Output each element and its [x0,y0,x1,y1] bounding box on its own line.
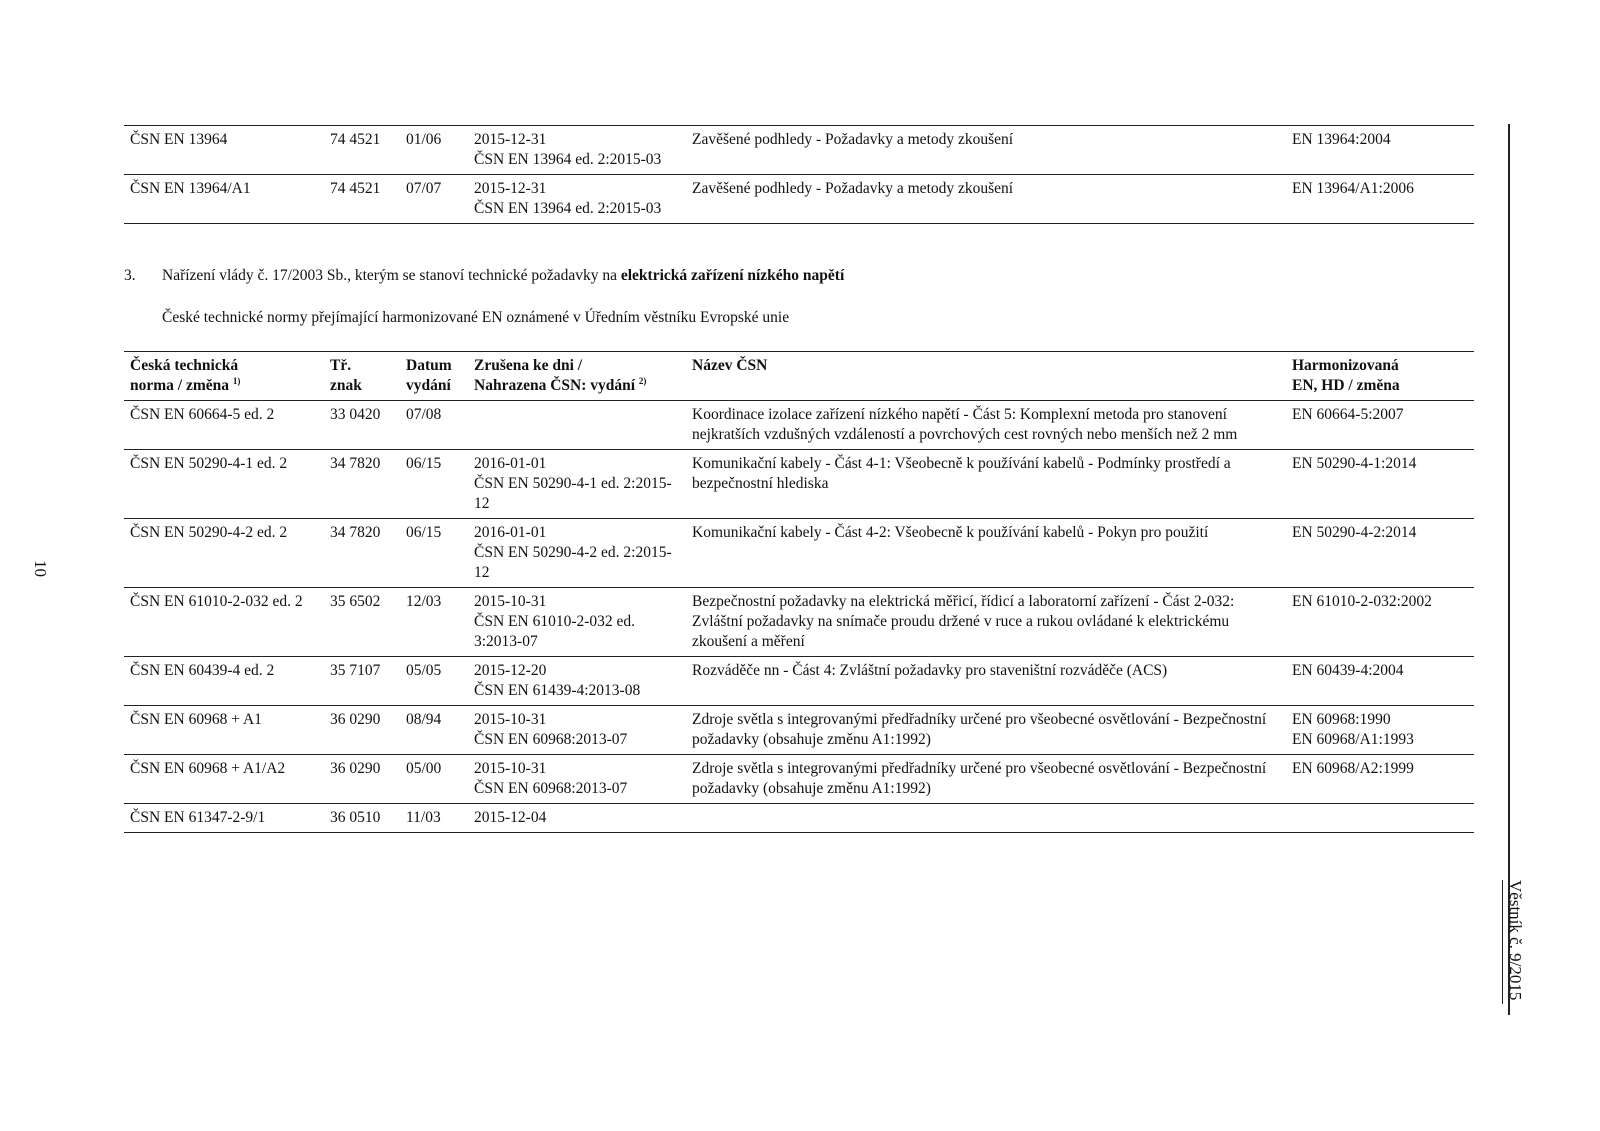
date-cell: 07/07 [400,175,468,224]
norm-cell: ČSN EN 60439-4 ed. 2 [124,657,324,706]
title-cell: Bezpečnostní požadavky na elektrická měřicí, řídicí a laboratorní zařízení - Část 2-032: Zvláštní požadavky na snímače proudu držené v ruce a rukou ovládané k elektrickému zkoušení a měření [686,588,1286,657]
code-cell: 35 6502 [324,588,400,657]
code-cell: 34 7820 [324,450,400,519]
canceled-cell: 2016-01-01 ČSN EN 50290-4-1 ed. 2:2015-12 [468,450,686,519]
code-cell: 35 7107 [324,657,400,706]
canceled-cell: 2016-01-01 ČSN EN 50290-4-2 ed. 2:2015-12 [468,519,686,588]
section-subtitle: České technické normy přejímající harmonizované EN oznámené v Úředním věstníku Evropské unie [162,309,790,326]
header-code: Tř. znak [324,352,400,401]
table-row [124,706,1474,755]
code-cell: 36 0510 [324,804,400,833]
table-row [124,657,1474,706]
title-cell: Komunikační kabely - Část 4-2: Všeobecně k používání kabelů - Pokyn pro použití [686,519,1286,588]
table-row [124,175,1474,224]
title-cell: Koordinace izolace zařízení nízkého napětí - Část 5: Komplexní metoda pro stanovení nejkratších vzdušných vzdáleností a povrchových cest rovných nebo menších než 2 mm [686,401,1286,450]
en-cell: EN 13964:2004 [1286,126,1474,175]
section-text: Nařízení vlády č. 17/2003 Sb., kterým se stanoví technické požadavky na [162,267,621,284]
canceled-cell: 2015-12-31 ČSN EN 13964 ed. 2:2015-03 [468,175,686,224]
canceled-cell: 2015-10-31 ČSN EN 60968:2013-07 [468,706,686,755]
norm-cell: ČSN EN 60968 + A1 [124,706,324,755]
canceled-cell: 2015-10-31 ČSN EN 60968:2013-07 [468,755,686,804]
canceled-cell: 2015-12-04 [468,804,686,833]
title-cell: Rozváděče nn - Část 4: Zvláštní požadavky pro staveništní rozváděče (ACS) [686,657,1286,706]
main-standards-table [124,351,1474,833]
canceled-cell: 2015-10-31 ČSN EN 61010-2-032 ed. 3:2013-07 [468,588,686,657]
table-row [124,519,1474,588]
en-cell: EN 13964/A1:2006 [1286,175,1474,224]
header-en: Harmonizovaná EN, HD / změna [1286,352,1474,401]
date-cell: 08/94 [400,706,468,755]
canceled-cell: 2015-12-20 ČSN EN 61439-4:2013-08 [468,657,686,706]
title-cell [686,804,1286,833]
en-cell: EN 50290-4-1:2014 [1286,450,1474,519]
en-cell: EN 50290-4-2:2014 [1286,519,1474,588]
date-cell: 05/00 [400,755,468,804]
header-date: Datum vydání [400,352,468,401]
code-cell: 74 4521 [324,175,400,224]
en-cell: EN 61010-2-032:2002 [1286,588,1474,657]
title-cell: Zdroje světla s integrovanými předřadníky určené pro všeobecné osvětlování - Bezpečnostní požadavky (obsahuje změnu A1:1992) [686,755,1286,804]
canceled-cell: 2015-12-31 ČSN EN 13964 ed. 2:2015-03 [468,126,686,175]
code-cell: 34 7820 [324,519,400,588]
norm-cell: ČSN EN 61010-2-032 ed. 2 [124,588,324,657]
page-number: 10 [31,560,50,577]
code-cell: 33 0420 [324,401,400,450]
code-cell: 36 0290 [324,755,400,804]
section-text-bold: elektrická zařízení nízkého napětí [620,267,845,284]
header-canceled: Zrušena ke dni / Nahrazena ČSN: vydání $^{2)}$ [468,352,686,401]
norm-cell: ČSN EN 61347-2-9/1 [124,804,324,833]
date-cell: 07/08 [400,401,468,450]
code-cell: 36 0290 [324,706,400,755]
section-heading [124,266,844,286]
header-norm: Česká technická norma / změna $^{1)}$ [124,352,324,401]
top-standards-table [124,125,1474,224]
header-title: Název ČSN [686,352,1286,401]
code-cell: 74 4521 [324,126,400,175]
section-number: 3. [124,267,136,284]
date-cell: 06/15 [400,519,468,588]
en-cell: EN 60968/A2:1999 [1286,755,1474,804]
table-header-row [124,352,1474,401]
title-cell: Komunikační kabely - Část 4-1: Všeobecně k používání kabelů - Podmínky prostředí a bezpečnostní hlediska [686,450,1286,519]
table-row [124,126,1474,175]
norm-cell: ČSN EN 13964 [124,126,324,175]
en-cell: EN 60664-5:2007 [1286,401,1474,450]
en-cell: EN 60968:1990 EN 60968/A1:1993 [1286,706,1474,755]
norm-cell: ČSN EN 50290-4-1 ed. 2 [124,450,324,519]
table-row [124,450,1474,519]
date-cell: 11/03 [400,804,468,833]
norm-cell: ČSN EN 50290-4-2 ed. 2 [124,519,324,588]
table-row [124,755,1474,804]
title-cell: Zdroje světla s integrovanými předřadníky určené pro všeobecné osvětlování - Bezpečnostní požadavky (obsahuje změnu A1:1992) [686,706,1286,755]
journal-footer: Věstník č. 9/2015 [1502,880,1525,1004]
norm-cell: ČSN EN 60664-5 ed. 2 [124,401,324,450]
canceled-cell [468,401,686,450]
en-cell: EN 60439-4:2004 [1286,657,1474,706]
date-cell: 05/05 [400,657,468,706]
en-cell [1286,804,1474,833]
norm-cell: ČSN EN 13964/A1 [124,175,324,224]
table-row [124,804,1474,833]
date-cell: 01/06 [400,126,468,175]
date-cell: 06/15 [400,450,468,519]
norm-cell: ČSN EN 60968 + A1/A2 [124,755,324,804]
table-row [124,588,1474,657]
date-cell: 12/03 [400,588,468,657]
title-cell: Zavěšené podhledy - Požadavky a metody zkoušení [686,175,1286,224]
title-cell: Zavěšené podhledy - Požadavky a metody zkoušení [686,126,1286,175]
table-row [124,401,1474,450]
